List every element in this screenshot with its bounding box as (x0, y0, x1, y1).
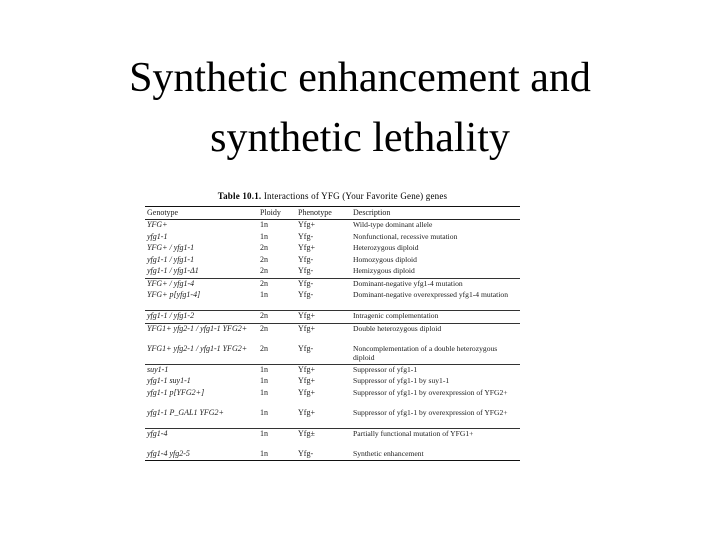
cell-phenotype: Yfg- (298, 278, 314, 288)
cell-genotype: yfg1-1 P_GAL1 YFG2+ (145, 408, 258, 429)
cell-description: Double heterozygous diploid (353, 323, 442, 333)
cell-genotype: YFG+ / yfg1-4 (147, 278, 195, 288)
cell-phenotype: Yfg- (296, 344, 351, 365)
cell-phenotype: Yfg+ (298, 376, 315, 385)
cell-genotype: yfg1-1 (147, 231, 168, 241)
table-caption-number: Table 10.1. (217, 191, 262, 201)
cell-phenotype: Yfg- (296, 290, 351, 311)
cell-ploidy: 1n (260, 220, 268, 229)
slide-title-line-2: synthetic lethality (210, 115, 510, 162)
cell-description: Intragenic complementation (351, 311, 520, 324)
cell-ploidy: 2n (260, 278, 268, 288)
gene-interaction-table-figure (145, 190, 520, 462)
cell-description: Suppressor of yfg1-1 by suy1-1 (353, 376, 450, 385)
cell-phenotype: Yfg+ (298, 323, 315, 333)
table-row (145, 255, 520, 267)
cell-description: Suppressor of yfg1-1 by overexpression of YFG2+ (353, 387, 508, 397)
cell-ploidy: 1n (258, 408, 296, 429)
cell-phenotype: Yfg+ (298, 387, 315, 397)
cell-ploidy: 2n (258, 344, 296, 365)
cell-ploidy: 1n (260, 364, 268, 374)
table-row (145, 220, 520, 232)
cell-genotype: YFG+ / yfg1-1 (147, 243, 195, 252)
table-row (145, 311, 520, 324)
header-ploidy: Ploidy (258, 207, 296, 220)
slide-title-line-1: Synthetic enhancement and (129, 55, 591, 102)
table-caption (145, 190, 520, 203)
cell-phenotype: Yfg+ (296, 311, 351, 324)
cell-description: Dominant-negative overexpressed yfg1-4 mutation (351, 290, 520, 311)
cell-ploidy: 1n (258, 449, 296, 461)
cell-ploidy: 2n (260, 254, 268, 264)
cell-genotype: yfg1-4 yfg2-5 (145, 449, 258, 461)
table-row (145, 376, 520, 388)
table-row (145, 449, 520, 461)
cell-genotype: yfg1-1 / yfg1-1 (147, 254, 195, 264)
cell-ploidy: 2n (260, 323, 268, 333)
cell-description: Hemizygous diploid (351, 266, 520, 278)
table-row (145, 323, 520, 344)
cell-phenotype: Yfg- (298, 231, 314, 241)
slide-title (60, 48, 660, 168)
table-caption-text: Interactions of YFG (Your Favorite Gene) genes (263, 191, 448, 201)
cell-description: Partially functional mutation of YFG1+ (353, 428, 474, 438)
cell-description: Homozygous diploid (353, 254, 417, 264)
table-row (145, 408, 520, 429)
cell-description: Dominant-negative yfg1-4 mutation (353, 278, 463, 288)
cell-ploidy: 1n (258, 290, 296, 311)
cell-genotype: yfg1-1 p[YFG2+] (147, 387, 205, 397)
table-row (145, 232, 520, 244)
cell-description: Suppressor of yfg1-1 (353, 364, 418, 374)
header-phenotype: Phenotype (296, 207, 351, 220)
cell-genotype: YFG1+ yfg2-1 / yfg1-1 YFG2+ (147, 323, 248, 333)
cell-description: Noncomplementation of a double heterozygous diploid (351, 344, 520, 365)
cell-genotype: yfg1-4 (147, 428, 168, 438)
table-row (145, 278, 520, 290)
cell-ploidy: 1n (260, 231, 268, 241)
cell-phenotype: Yfg+ (298, 220, 315, 229)
cell-phenotype: Yfg+ (298, 364, 315, 374)
cell-genotype: YFG+ p[yfg1-4] (145, 290, 258, 311)
cell-genotype: suy1-1 (147, 364, 169, 374)
table-row (145, 428, 520, 449)
cell-description: Suppressor of yfg1-1 by overexpression of YFG2+ (351, 408, 520, 429)
cell-ploidy: 1n (260, 387, 268, 397)
cell-genotype: YFG+ (147, 220, 168, 229)
table-row (145, 388, 520, 408)
table-row (145, 364, 520, 376)
table-row (145, 266, 520, 278)
table-header-row (145, 207, 520, 220)
cell-phenotype: Yfg- (296, 449, 351, 461)
cell-description: Heterozygous diploid (353, 243, 419, 252)
gene-interaction-table (145, 206, 520, 461)
cell-phenotype: Yfg- (296, 266, 351, 278)
cell-genotype: YFG1+ yfg2-1 / yfg1-1 YFG2+ (145, 344, 258, 365)
table-row (145, 290, 520, 311)
cell-phenotype: Yfg- (298, 254, 314, 264)
cell-ploidy: 1n (260, 376, 268, 385)
cell-description: Nonfunctional, recessive mutation (353, 231, 458, 241)
table-row (145, 344, 520, 365)
cell-description: Wild-type dominant allele (353, 220, 433, 229)
cell-phenotype: Yfg+ (298, 243, 315, 252)
table-row (145, 243, 520, 255)
cell-genotype: yfg1-1 / yfg1-Δ1 (145, 266, 258, 278)
cell-phenotype: Yfg+ (296, 408, 351, 429)
cell-phenotype: Yfg± (298, 428, 315, 438)
cell-description: Synthetic enhancement (351, 449, 520, 461)
cell-ploidy: 2n (258, 311, 296, 324)
cell-genotype: yfg1-1 / yfg1-2 (145, 311, 258, 324)
cell-genotype: yfg1-1 suy1-1 (147, 376, 191, 385)
cell-ploidy: 1n (260, 428, 268, 438)
header-genotype: Genotype (145, 207, 258, 220)
cell-ploidy: 2n (260, 243, 268, 252)
cell-ploidy: 2n (258, 266, 296, 278)
header-description: Description (351, 207, 520, 220)
